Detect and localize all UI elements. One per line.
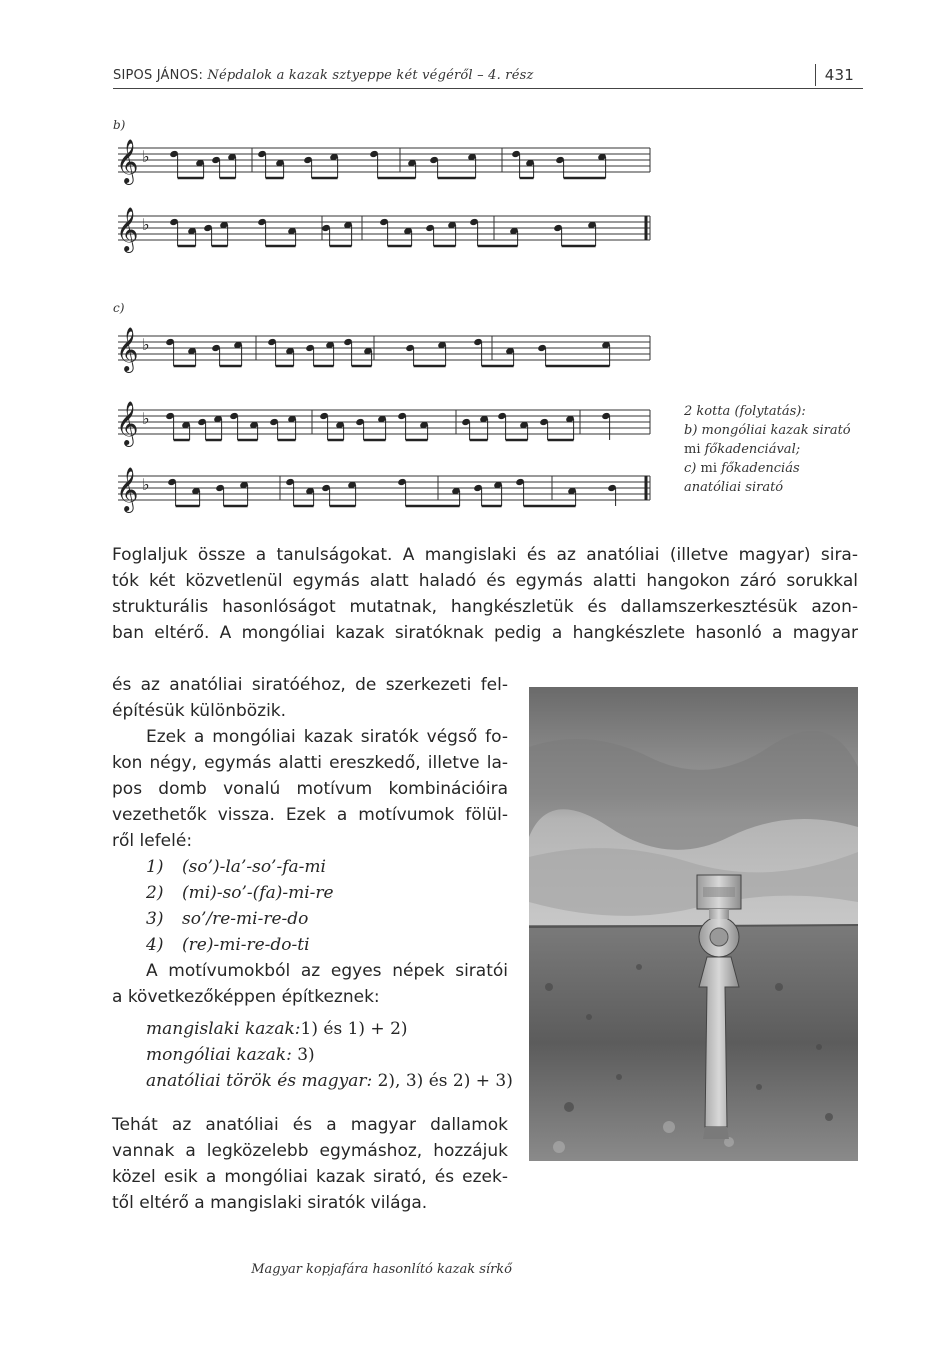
text-line: a következőképpen építkeznek:: [112, 987, 380, 1007]
motif-text: so’/re-mi-re-do: [182, 909, 309, 929]
flat-sign-icon: ♭: [142, 475, 150, 494]
combo-item: [112, 1042, 508, 1068]
page-number: 431: [824, 66, 854, 84]
combo-item: [112, 1016, 508, 1042]
running-head: [113, 68, 534, 83]
motif-text: (so’)-la’-so’-fa-mi: [182, 857, 326, 877]
caption-fragment: c): [684, 461, 701, 476]
combo-item: [112, 1068, 513, 1094]
caption-fragment: főkadenciás: [721, 461, 800, 476]
motif-item: [112, 880, 508, 906]
text-line: és az anatóliai siratóéhoz, de szerkezeti fel-: [112, 675, 508, 695]
header-divider: [815, 64, 816, 86]
paragraph-summary: [112, 542, 858, 646]
motif-number: 3): [146, 909, 164, 929]
running-head-title: Népdalok a kazak sztyeppe két végéről – 4. rész: [207, 68, 534, 83]
flat-sign-icon: ♭: [142, 215, 150, 234]
caption-fragment: mi: [700, 461, 722, 476]
text-line: strukturális hasonlóságot mutatnak, hangkészletük és dallamszerkesztésük azon-: [112, 597, 858, 617]
combo-formula: 1) és 1) + 2): [300, 1019, 408, 1039]
running-head-author: SIPOS JÁNOS:: [113, 68, 208, 83]
flat-sign-icon: ♭: [142, 335, 150, 354]
text-line: ről lefelé:: [112, 831, 193, 851]
music-score-drawing: [112, 120, 662, 520]
photo-caption: Magyar kopjafára hasonlító kazak sírkő: [251, 1262, 512, 1277]
text-line: A motívumokból az egyes népek siratói: [146, 961, 508, 981]
text-line: vannak a legközelebb egymáshoz, hozzájuk: [112, 1141, 508, 1161]
text-line: tók két közvetlenül egymás alatt haladó és egymás alatti hangokon záró sorukkal: [112, 571, 858, 591]
motif-text: (mi)-so’-(fa)-mi-re: [182, 883, 334, 903]
gravestone-photo: [529, 687, 858, 1161]
combo-formula: 3): [291, 1045, 315, 1065]
caption-line: b) mongóliai kazak sirató: [684, 423, 851, 438]
treble-clef-icon: 𝄞: [116, 467, 139, 511]
flat-sign-icon: ♭: [142, 147, 150, 166]
music-score: [112, 120, 662, 520]
caption-line: anatóliai sirató: [684, 480, 784, 495]
motif-number: 1): [146, 857, 164, 877]
flat-sign-icon: ♭: [142, 409, 150, 428]
gravestone-photo-image: [529, 687, 858, 1161]
text-line: közel esik a mongóliai kazak sirató, és ezek-: [112, 1167, 508, 1187]
caption-fragment: mi: [684, 442, 705, 457]
text-line: ban eltérő. A mongóliai kazak siratóknak pedig a hangkészlete hasonló a magyar: [112, 623, 858, 643]
combo-people: mangislaki kazak:: [146, 1019, 301, 1039]
text-line: től eltérő a mangislaki siratók világa.: [112, 1193, 428, 1213]
motif-text: (re)-mi-re-do-ti: [182, 935, 310, 955]
motif-item: [112, 854, 508, 880]
text-line: vezethetők vissza. Ezek a motívumok fölül-: [112, 805, 508, 825]
motif-number: 4): [146, 935, 164, 955]
running-header: [113, 64, 858, 88]
motif-item: [112, 932, 508, 958]
text-line: kon négy, egymás alatti ereszkedő, illetve la-: [112, 753, 508, 773]
motif-number: 2): [146, 883, 164, 903]
text-line: Tehát az anatóliai és a magyar dallamok: [112, 1115, 508, 1135]
caption-line: [684, 440, 864, 459]
score-caption: [684, 402, 864, 497]
treble-clef-icon: 𝄞: [116, 207, 139, 251]
text-line: Ezek a mongóliai kazak siratók végső fo-: [146, 727, 508, 747]
treble-clef-icon: 𝄞: [116, 139, 139, 183]
text-line: építésük különbözik.: [112, 701, 287, 721]
combo-people: mongóliai kazak:: [146, 1045, 292, 1065]
combo-formula: 2), 3) és 2) + 3): [372, 1071, 513, 1091]
motif-item: [112, 906, 508, 932]
combo-people: anatóliai török és magyar:: [146, 1071, 373, 1091]
caption-line: [684, 459, 864, 478]
score-label-c: c): [113, 301, 125, 315]
treble-clef-icon: 𝄞: [116, 401, 139, 445]
text-line: Foglaljuk össze a tanulságokat. A mangislaki és az anatóliai (illetve magyar) sira-: [112, 545, 858, 565]
header-rule: [113, 88, 863, 89]
caption-fragment: főkadenciával;: [704, 442, 801, 457]
caption-line: 2 kotta (folytatás):: [684, 404, 806, 419]
text-line: pos domb vonalú motívum kombinációira: [112, 779, 508, 799]
left-column: [112, 672, 513, 1216]
treble-clef-icon: 𝄞: [116, 327, 139, 371]
score-label-b: b): [113, 118, 126, 132]
